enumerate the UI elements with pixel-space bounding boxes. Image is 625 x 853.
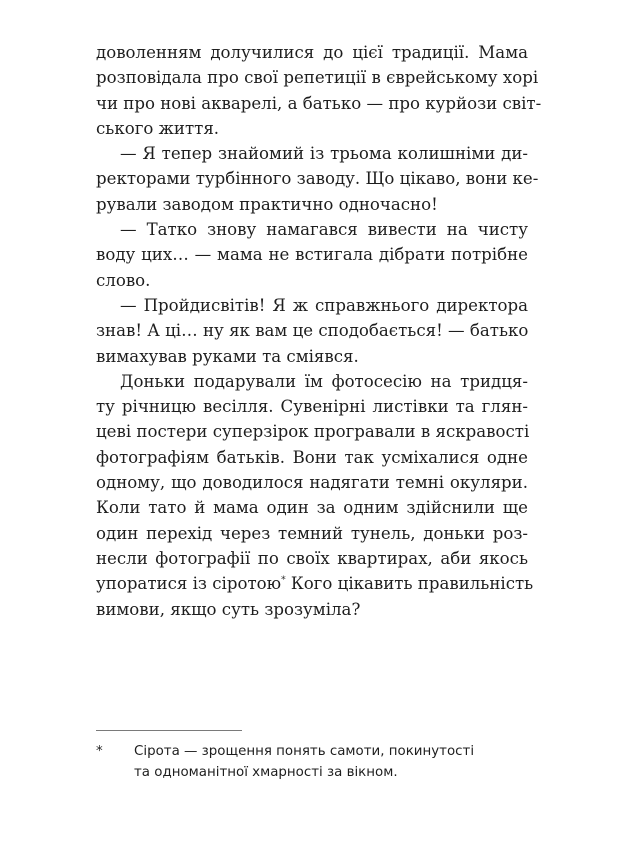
text-line: вимахував руками та сміявся.	[96, 346, 359, 366]
text-line: Доньки подарували їм фотосесію на тридця-	[120, 371, 528, 391]
text-line: рували заводом практично одночасно!	[96, 194, 438, 214]
footnote-line: та одноманітної хмарності за вікном.	[134, 765, 398, 780]
footnote-divider	[96, 730, 242, 731]
text-line: чи про нові акварелі, а батько — про курйози світ-	[96, 93, 542, 113]
text-line: ту річницю весілля. Сувенірні листівки та глян-	[96, 397, 528, 417]
text-segment: упоратися із сіротою	[96, 574, 282, 594]
text-line: — Я тепер знайомий із трьома колишніми ди-	[120, 144, 528, 164]
text-line: цеві постери суперзірок програвали в яскравості	[96, 422, 530, 442]
text-line: ректорами турбінного заводу. Що цікаво, вони ке-	[96, 169, 539, 189]
text-line: — Пройдисвітів! Я ж справжнього директора	[120, 295, 528, 315]
footnote-line: Сірота — зрощення понять самоти, покинутості	[134, 744, 475, 759]
text-line: — Татко знову намагався вивести на чисту	[120, 220, 528, 240]
footnote	[96, 741, 536, 783]
text-segment: Кого цікавить правильність	[285, 574, 534, 594]
footnote-text	[134, 741, 536, 783]
text-line: несли фотографії по своїх квартирах, аби якось	[96, 548, 528, 568]
footnote-marker: *	[96, 744, 103, 759]
text-line: знав! А ці… ну як вам це сподобається! — батько	[96, 321, 529, 341]
text-line: фотографіям батьків. Вони так усміхалися одне	[96, 447, 528, 467]
text-line: розповідала про свої репетиції в єврейському хорі	[96, 68, 539, 88]
text-line: одному, що доводилося надягати темні окуляри.	[96, 473, 528, 493]
text-line: ського життя.	[96, 118, 220, 138]
footnote-reference[interactable]: *	[281, 575, 286, 586]
text-line: Коли тато й мама один за одним здійснили ще	[96, 498, 528, 518]
text-line: один перехід через темний тунель, доньки роз-	[96, 523, 528, 543]
text-line: вимови, якщо суть зрозуміла?	[96, 599, 361, 619]
text-line	[96, 571, 534, 596]
text-line: воду цих… — мама не встигала дібрати потрібне	[96, 245, 528, 265]
text-line: доволенням долучилися до цієї традиції. Мама	[96, 43, 528, 62]
main-text	[96, 40, 542, 622]
text-line: слово.	[96, 270, 151, 290]
